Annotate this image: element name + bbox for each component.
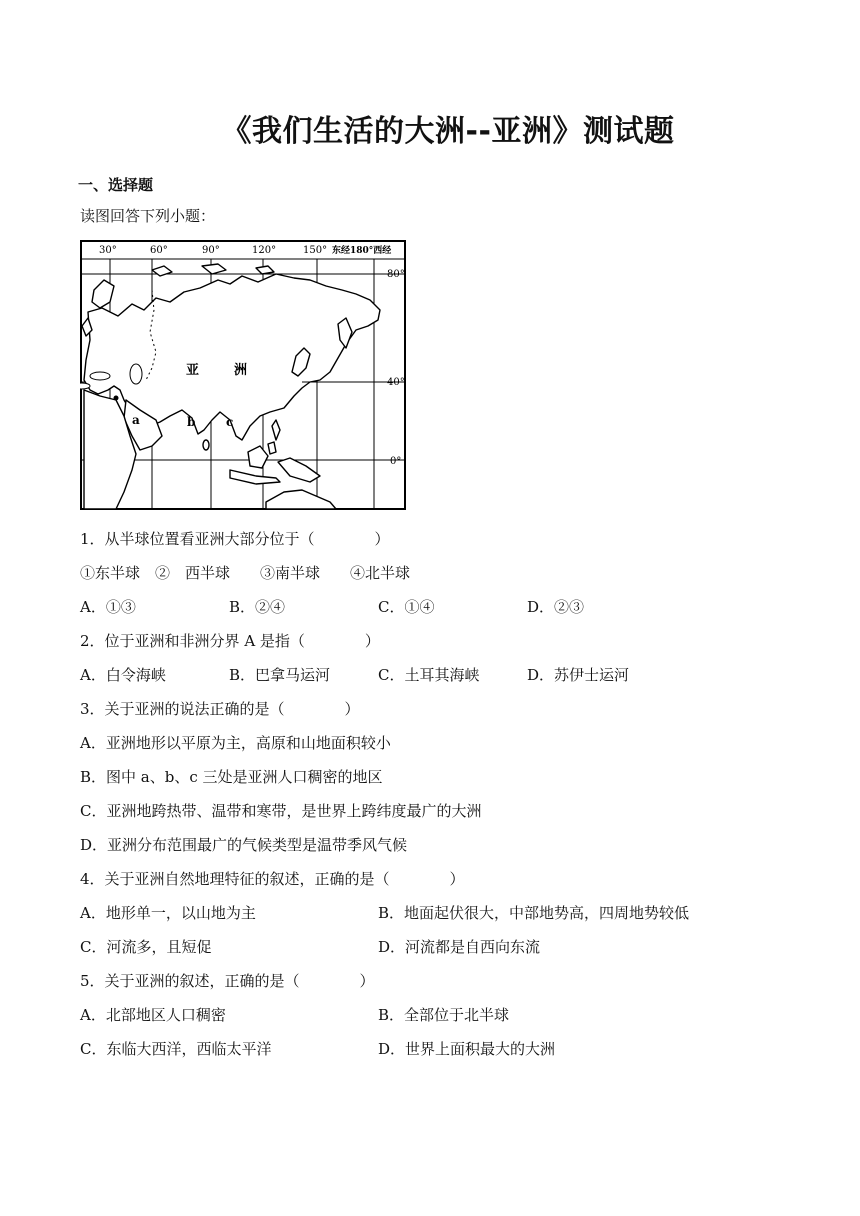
- question-1-stem: 1．从半球位置看亚洲大部分位于（ ）: [80, 530, 390, 548]
- point-label-b: b: [187, 415, 196, 429]
- q3-option-d[interactable]: D．亚洲分布范围最广的气候类型是温带季风气候: [80, 836, 408, 854]
- q5-option-d[interactable]: D．世界上面积最大的大洲: [378, 1040, 556, 1058]
- q4-option-c[interactable]: C．河流多，且短促: [80, 938, 212, 956]
- region-label: 洲: [234, 363, 248, 378]
- point-label-a: a: [132, 413, 140, 427]
- lon-label: 30°: [99, 245, 117, 256]
- q1-option-c[interactable]: C．①④: [378, 598, 435, 616]
- lat-label: 80°: [387, 269, 405, 280]
- q3-option-b[interactable]: B．图中 a、b、c 三处是亚洲人口稠密的地区: [80, 768, 383, 786]
- section-heading: 一、选择题: [78, 176, 154, 194]
- q5-option-c[interactable]: C．东临大西洋，西临太平洋: [80, 1040, 272, 1058]
- lon-label: 60°: [150, 245, 168, 256]
- q2-option-b[interactable]: B．巴拿马运河: [229, 666, 331, 684]
- q5-option-b[interactable]: B．全部位于北半球: [378, 1006, 510, 1024]
- lon-label: 东经180°西经: [332, 246, 392, 256]
- q4-option-d[interactable]: D．河流都是自西向东流: [378, 938, 541, 956]
- q3-option-c[interactable]: C．亚洲地跨热带、温带和寒带，是世界上跨纬度最广的大洲: [80, 802, 482, 820]
- asia-map: [80, 240, 406, 510]
- question-1-statements: ①东半球 ② 西半球 ③南半球 ④北半球: [80, 564, 411, 582]
- question-5-stem: 5．关于亚洲的叙述，正确的是（ ）: [80, 972, 375, 990]
- lat-label: 0°: [390, 456, 402, 467]
- q2-option-c[interactable]: C．土耳其海峡: [378, 666, 480, 684]
- question-3-stem: 3．关于亚洲的说法正确的是（ ）: [80, 700, 360, 718]
- q3-option-a[interactable]: A．亚洲地形以平原为主，高原和山地面积较小: [80, 734, 391, 752]
- page-title: 《我们生活的大洲--亚洲》测试题: [221, 114, 675, 149]
- question-2-stem: 2．位于亚洲和非洲分界 A 是指（ ）: [80, 632, 380, 650]
- q2-option-d[interactable]: D．苏伊士运河: [527, 666, 630, 684]
- lon-label: 90°: [202, 245, 220, 256]
- q1-option-a[interactable]: A．①③: [80, 598, 136, 616]
- region-label: 亚: [186, 363, 200, 378]
- q5-option-a[interactable]: A．北部地区人口稠密: [80, 1006, 226, 1024]
- q4-option-b[interactable]: B．地面起伏很大，中部地势高，四周地势较低: [378, 904, 690, 922]
- q1-option-b[interactable]: B．②④: [229, 598, 286, 616]
- lon-label: 120°: [252, 245, 277, 256]
- lat-label: 40°: [387, 377, 405, 388]
- question-4-stem: 4．关于亚洲自然地理特征的叙述，正确的是（ ）: [80, 870, 465, 888]
- q4-option-a[interactable]: A．地形单一，以山地为主: [80, 904, 256, 922]
- q2-option-a[interactable]: A．白令海峡: [80, 666, 166, 684]
- intro-text: 读图回答下列小题：: [80, 207, 216, 225]
- q1-option-d[interactable]: D．②③: [527, 598, 585, 616]
- point-label-c: c: [226, 415, 234, 429]
- lon-label: 150°: [303, 245, 328, 256]
